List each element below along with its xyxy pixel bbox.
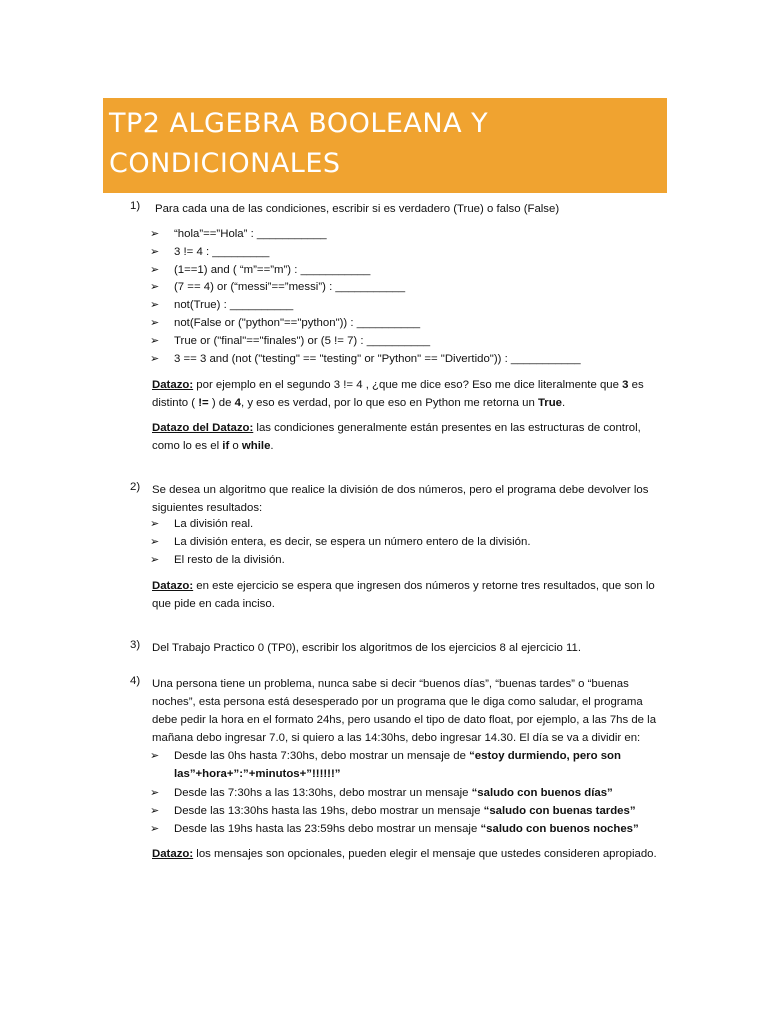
- document-page: TP2 ALGEBRA BOOLEANA Y CONDICIONALES 1) Para cada una de las condiciones, escribir si es verdadero (True) o falso (False) ➢ “hola”==”Hola” : ___________ ➢ 3 != 4 : _________ ➢ (1==1) and ( “m”==”m”) : ___________ ➢ (7 == 4) or (“messi”==”messi”) : ___________ ➢ not(True) : __________ ➢ not(False or ("python"=="python")) : __________ ➢ True or ("final"=="finales") or (5 != 7) : __________ ➢ 3 == 3 and (not ("testing" == "testing" or "Python" == "Divertido")) : ___________ Datazo: por ejemplo en el segundo 3 != 4 , ¿que me dice eso? Eso me dice literalmente que 3 es distinto ( != ) de 4, y eso es verdad, por lo que eso en Python me retorna un True. Datazo del Datazo: las condiciones generalmente están presentes en las estructuras de control, como lo es el if o while. 2) Se desea un algoritmo que realice la división de dos números, pero el programa debe devolver los siguientes resultados: ➢ La división real. ➢ La división entera, es decir, se espera un número entero de la división. ➢ El resto de la división. Datazo: en este ejercicio se espera que ingresen dos números y retorne tres resultados, que son lo que pide en cada inciso. 3) Del Trabajo Practico 0 (TP0), escribir los algoritmos de los ejercicios 8 al ejercicio 11. 4) Una persona tiene un problema, nunca sabe si decir “buenos días”, “buenas tardes” o “buenas noches”, esta persona está desesperado por un programa que le diga como saludar, el programa debe pedir la hora en el formato 24hs, pero usando el tipo de dato float, por ejemplo, a las 7hs de la mañana debo ingresar 7.0, si quiero a las 14:30hs, debo ingresar 14.30. El día se va a dividir en: ➢ Desde las 0hs hasta 7:30hs, debo mostrar un mensaje de “estoy durmiendo, pero son las”+hora+”:”+minutos+”!!!!!!” ➢ Desde las 7:30hs a las 13:30hs, debo mostrar un mensaje “saludo con buenos días” ➢ Desde las 13:30hs hasta las 19hs, debo mostrar un mensaje “saludo con buenas tardes” ➢ Desde las 19hs hasta las 23:59hs debo mostrar un mensaje “saludo con buenos noches” Datazo: los mensajes son opcionales, pueden elegir el mensaje que ustedes consideren apropiado.: [0, 0, 768, 1024]
- arrow-bullet-icon: ➢: [150, 536, 160, 548]
- list-item: ➢ True or ("final"=="finales") or (5 != 7) : __________: [150, 335, 431, 347]
- arrow-bullet-icon: ➢: [150, 518, 160, 530]
- list-item: ➢ not(True) : __________: [150, 299, 294, 311]
- question-number: 4): [130, 675, 141, 687]
- arrow-bullet-icon: ➢: [150, 299, 160, 311]
- title-banner: [103, 98, 667, 193]
- arrow-bullet-icon: ➢: [150, 335, 160, 347]
- title-line-1: TP2 ALGEBRA BOOLEANA Y: [109, 108, 489, 139]
- datazo-del-datazo-note: Datazo del Datazo: las condiciones generalmente están presentes en las estructuras de control, como lo es el if o while.: [152, 422, 641, 452]
- arrow-bullet-icon: ➢: [150, 353, 160, 365]
- list-item: ➢ (7 == 4) or (“messi”==”messi”) : ___________: [150, 281, 406, 293]
- arrow-bullet-icon: ➢: [150, 750, 160, 762]
- list-item: ➢ “hola”==”Hola” : ___________: [150, 228, 327, 240]
- arrow-bullet-icon: ➢: [150, 823, 160, 835]
- arrow-bullet-icon: ➢: [150, 787, 160, 799]
- question-prompt: Para cada una de las condiciones, escribir si es verdadero (True) o falso (False): [155, 203, 560, 215]
- note-label: Datazo del Datazo:: [152, 422, 254, 434]
- arrow-bullet-icon: ➢: [150, 554, 160, 566]
- datazo-note: Datazo: por ejemplo en el segundo 3 != 4 , ¿que me dice eso? Eso me dice literalmente que 3 es distinto ( != ) de 4, y eso es verdad, por lo que eso en Python me retorna un True.: [152, 379, 644, 409]
- question-number: 3): [130, 639, 141, 651]
- question-number: 1): [130, 200, 141, 212]
- note-label: Datazo:: [152, 580, 194, 592]
- question-prompt: Se desea un algoritmo que realice la división de dos números, pero el programa debe devolver los siguientes resultados:: [152, 484, 649, 514]
- arrow-bullet-icon: ➢: [150, 264, 160, 276]
- datazo-note: Datazo: en este ejercicio se espera que ingresen dos números y retorne tres resultados, que son lo que pide en cada inciso.: [152, 580, 655, 610]
- note-label: Datazo:: [152, 848, 194, 860]
- list-item: ➢ El resto de la división.: [150, 554, 285, 566]
- datazo-note: Datazo: los mensajes son opcionales, pueden elegir el mensaje que ustedes consideren apropiado.: [152, 848, 657, 860]
- arrow-bullet-icon: ➢: [150, 281, 160, 293]
- question-prompt: Una persona tiene un problema, nunca sabe si decir “buenos días”, “buenas tardes” o “buenas noches”, esta persona está desesperado por un programa que le diga como saludar, el programa debe pedir la hora en el formato 24hs, pero usando el tipo de dato float, por ejemplo, a las 7hs de la mañana debo ingresar 7.0, si quiero a las 14:30hs, debo ingresar 14.30. El día se va a dividir en:: [152, 678, 657, 744]
- list-item: ➢ La división entera, es decir, se espera un número entero de la división.: [150, 536, 531, 548]
- title-line-2: CONDICIONALES: [109, 148, 341, 179]
- list-item: ➢ 3 != 4 : _________: [150, 246, 270, 258]
- question-number: 2): [130, 481, 141, 493]
- arrow-bullet-icon: ➢: [150, 317, 160, 329]
- arrow-bullet-icon: ➢: [150, 805, 160, 817]
- question-prompt: Del Trabajo Practico 0 (TP0), escribir los algoritmos de los ejercicios 8 al ejercicio 11.: [152, 642, 581, 654]
- note-label: Datazo:: [152, 379, 194, 391]
- list-item: ➢ La división real.: [150, 518, 254, 530]
- arrow-bullet-icon: ➢: [150, 246, 160, 258]
- list-item: ➢ not(False or ("python"=="python")) : __________: [150, 317, 421, 329]
- arrow-bullet-icon: ➢: [150, 228, 160, 240]
- list-item: ➢ (1==1) and ( “m”==”m”) : ___________: [150, 264, 371, 276]
- list-item: ➢ 3 == 3 and (not ("testing" == "testing" or "Python" == "Divertido")) : ___________: [150, 353, 581, 365]
